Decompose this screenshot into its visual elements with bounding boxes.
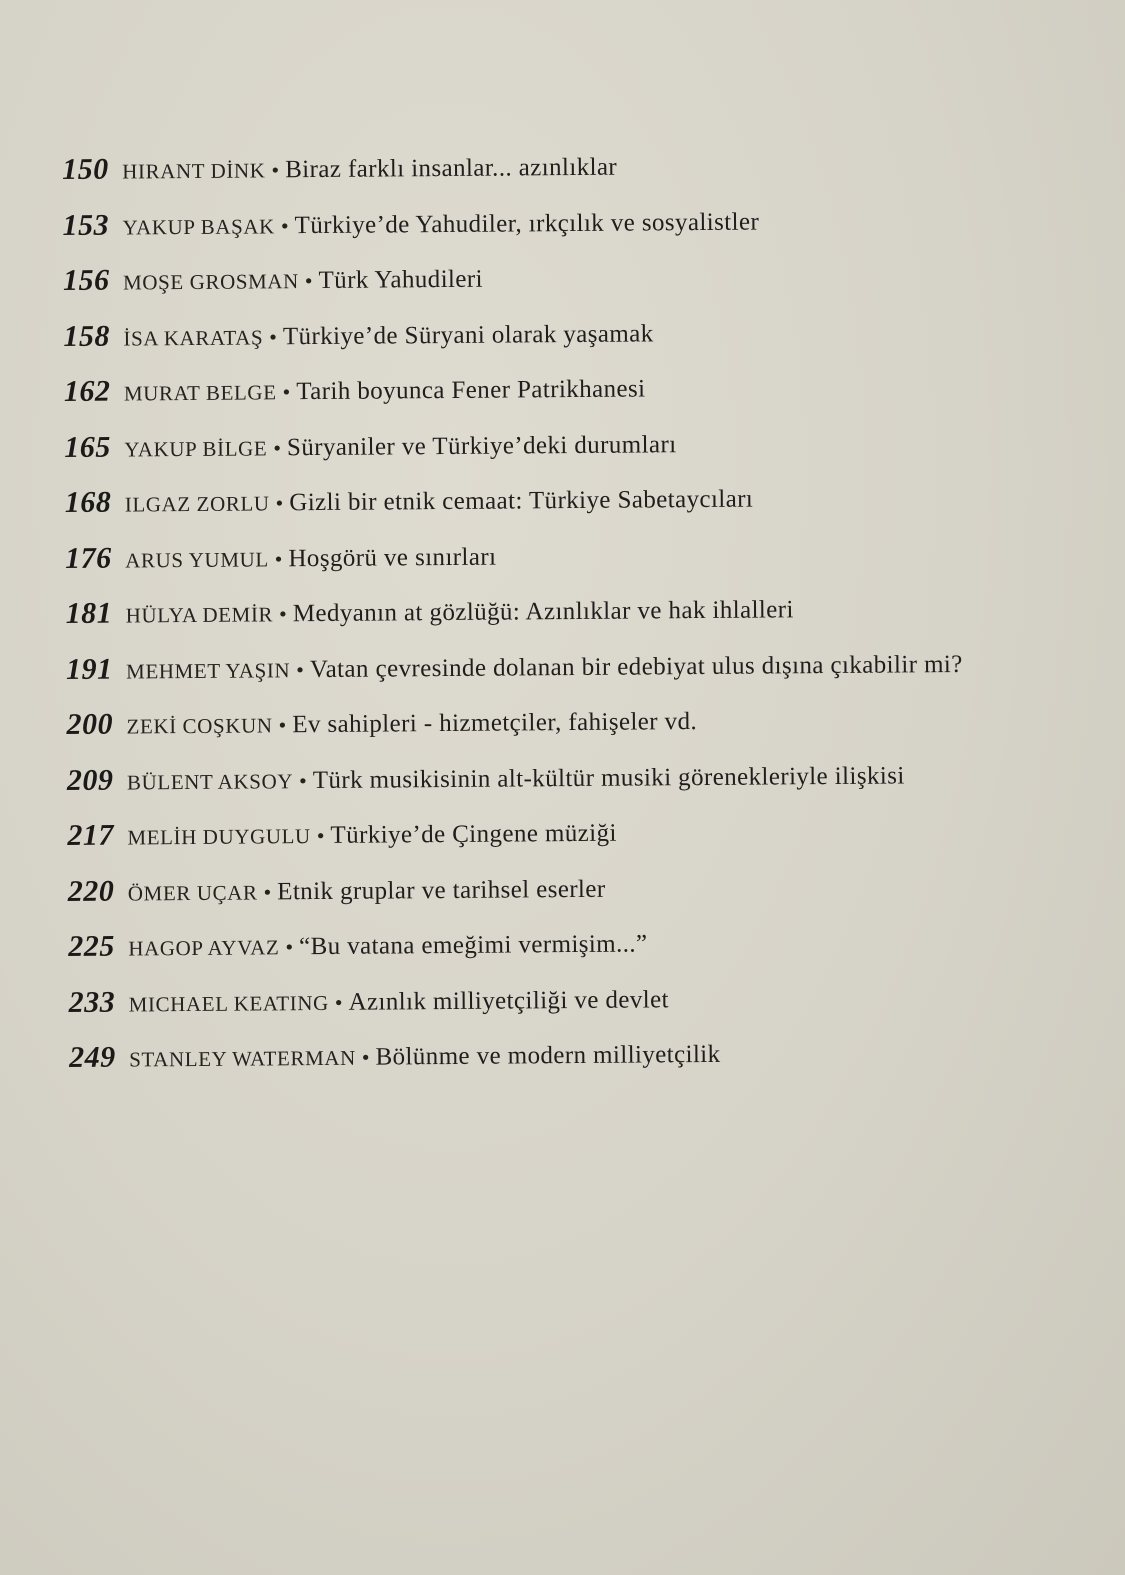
toc-author: HÜLYA DEMİR [125,602,274,628]
toc-author: ILGAZ ZORLU [124,491,270,517]
toc-entry [63,251,1103,315]
toc-entry [67,806,1107,870]
toc-article-title: Gizli bir etnik cemaat: Türkiye Sabetaycıları [289,485,754,517]
toc-author: İSA KARATAŞ [123,324,264,351]
toc-article-title: Türkiye’de Yahudiler, ırkçılık ve sosyalistler [294,208,760,239]
toc-page-number: 191 [65,652,113,686]
toc-bullet-separator: • [334,989,343,1015]
toc-article-title: Tarih boyunca Fener Patrikhanesi [296,375,646,406]
toc-bullet-separator: • [282,379,291,405]
toc-entry [69,972,1109,1036]
toc-entry [64,362,1104,426]
toc-bullet-separator: • [271,157,280,183]
toc-entry [67,750,1107,814]
toc-entry [66,695,1106,759]
toc-author: MICHAEL KEATING [128,990,329,1017]
toc-article-title: Ev sahipleri - hizmetçiler, fahişeler vd. [292,708,698,739]
toc-entry [64,417,1104,481]
toc-article-title: “Bu vatana emeğimi vermişim...” [298,930,648,961]
toc-article-title: Bölünme ve modern milliyetçilik [375,1040,721,1071]
toc-page-number: 158 [63,319,111,353]
toc-bullet-separator: • [269,323,277,349]
toc-bullet-separator: • [273,434,282,460]
toc-author: MEHMET YAŞIN [126,657,291,684]
table-of-contents [62,140,1109,1092]
toc-author: MURAT BELGE [123,380,277,406]
toc-page-number: 181 [65,596,113,630]
toc-author: HAGOP AYVAZ [128,935,280,961]
toc-page-number: 225 [68,929,115,963]
toc-entry [68,917,1108,981]
toc-page-number: 209 [66,763,114,797]
toc-article-title: Türk Yahudileri [318,265,484,294]
toc-author: HIRANT DİNK [122,158,266,184]
toc-article-title: Türkiye’de Süryani olarak yaşamak [282,319,654,350]
toc-entry [66,639,1106,703]
toc-page-number: 176 [65,541,112,575]
toc-entry [65,584,1105,648]
toc-bullet-separator: • [361,1044,370,1070]
toc-page-number: 217 [67,818,115,852]
toc-article-title: Biraz farklı insanlar... azınlıklar [285,153,618,184]
toc-article-title: Hoşgörü ve sınırları [288,543,497,572]
toc-entry [62,195,1102,259]
toc-bullet-separator: • [296,656,305,682]
toc-page-number: 200 [66,707,114,741]
toc-page-number: 150 [62,152,109,186]
toc-entry [69,1028,1109,1092]
toc-author: YAKUP BAŞAK [122,213,275,240]
toc-entry [68,861,1108,925]
toc-author: ÖMER UÇAR [127,879,258,906]
toc-article-title: Medyanın at gözlüğü: Azınlıklar ve hak ihlalleri [292,596,794,628]
toc-page-number: 153 [62,208,110,242]
toc-page-number: 156 [62,263,110,297]
toc-article-title: Türk musikisinin alt-kültür musiki görenekleriyle ilişkisi [312,761,905,794]
toc-bullet-separator: • [285,934,294,960]
toc-bullet-separator: • [280,212,289,238]
toc-bullet-separator: • [298,767,307,793]
toc-article-title: Etnik gruplar ve tarihsel eserler [277,875,606,905]
toc-author: ZEKİ COŞKUN [126,713,273,739]
toc-bullet-separator: • [304,268,313,294]
toc-entry [65,473,1105,537]
toc-article-title: Azınlık milliyetçiliği ve devlet [348,985,670,1016]
toc-entry [62,140,1102,204]
toc-page-number: 168 [64,485,112,519]
toc-article-title: Süryaniler ve Türkiye’deki durumları [286,430,677,461]
toc-author: MELİH DUYGULU [127,824,311,850]
toc-bullet-separator: • [278,712,287,738]
toc-author: MOŞE GROSMAN [122,269,299,295]
toc-bullet-separator: • [316,822,325,849]
toc-page-number: 165 [64,430,111,464]
toc-page-number: 249 [69,1040,116,1074]
toc-page-number: 233 [68,985,116,1019]
toc-author: ARUS YUMUL [125,546,269,573]
toc-page-number: 220 [67,874,115,908]
toc-article-title: Vatan çevresinde dolanan bir edebiyat ulus dışına çıkabilir mi? [309,650,963,683]
toc-entry [65,528,1105,592]
toc-author: YAKUP BİLGE [124,435,268,462]
toc-author: STANLEY WATERMAN [129,1045,356,1072]
toc-bullet-separator: • [274,545,283,571]
toc-article-title: Türkiye’de Çingene müziği [330,819,617,849]
toc-page-number: 162 [63,374,111,408]
toc-bullet-separator: • [275,490,284,516]
toc-bullet-separator: • [263,878,272,904]
toc-author: BÜLENT AKSOY [126,768,294,795]
toc-entry [63,306,1103,370]
toc-bullet-separator: • [278,601,287,627]
